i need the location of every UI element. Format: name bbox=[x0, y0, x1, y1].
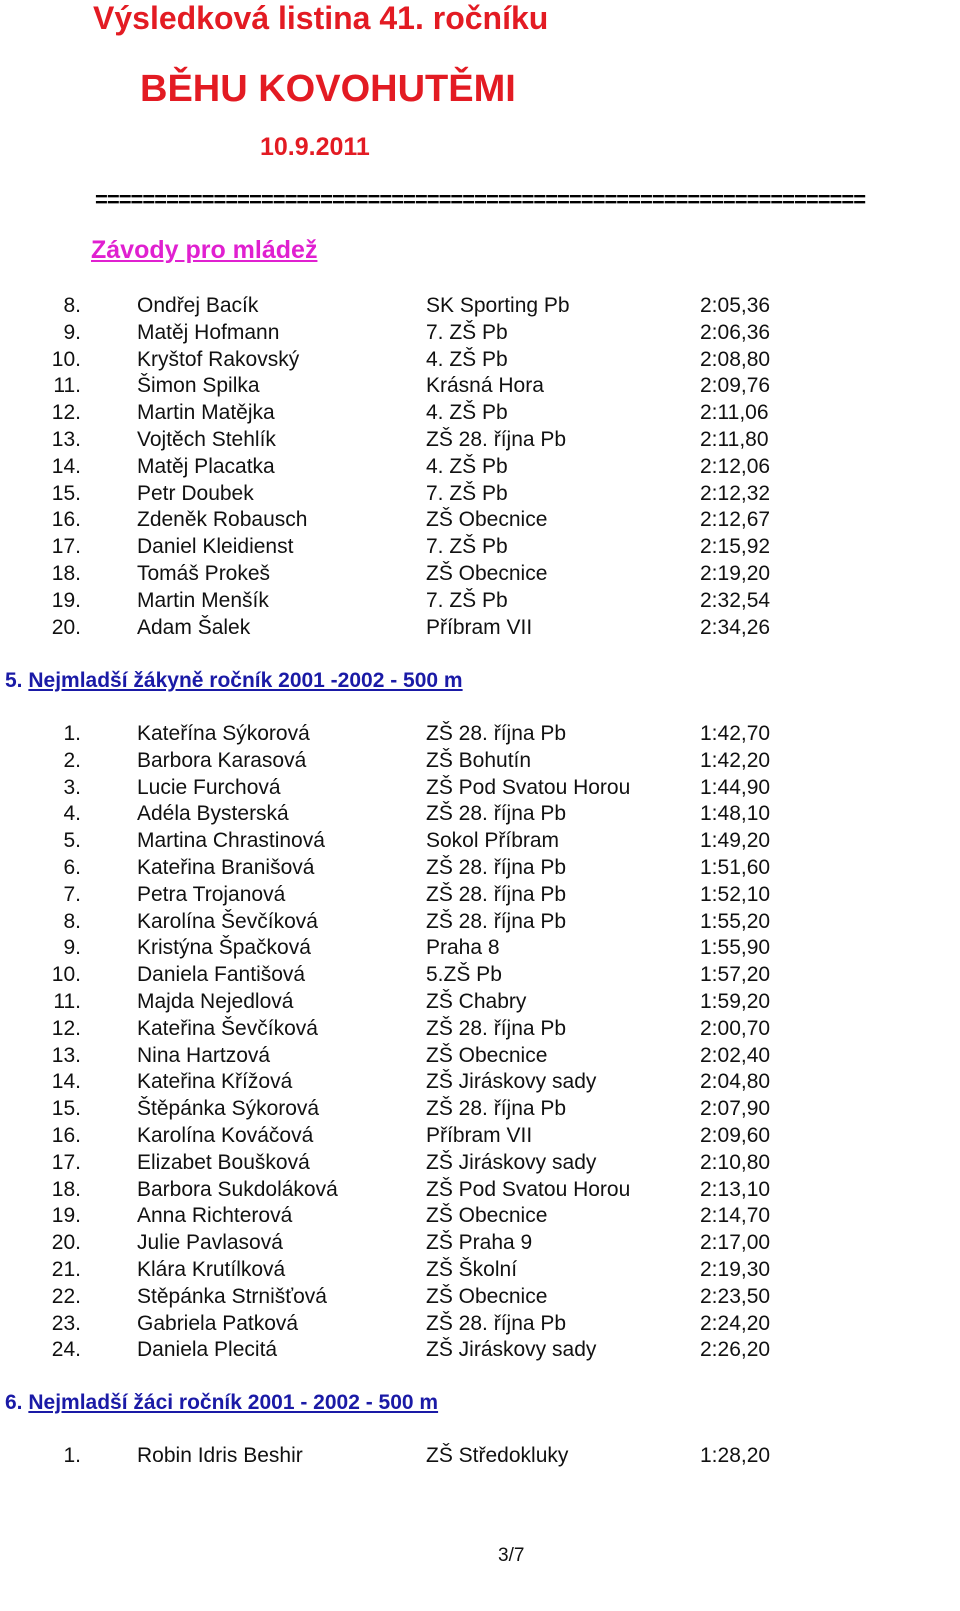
club-name: ZŠ 28. října Pb bbox=[426, 722, 567, 745]
athlete-name: Lucie Furchová bbox=[137, 775, 281, 799]
athlete-name: Stěpánka Strnišťová bbox=[137, 1284, 327, 1308]
club-name: ZŠ 28. října Pb bbox=[426, 856, 567, 879]
result-rank: 15. bbox=[51, 481, 81, 505]
finish-time: 2:05,36 bbox=[700, 294, 771, 317]
result-rank: 14. bbox=[51, 454, 81, 478]
result-row bbox=[0, 963, 960, 990]
athlete-name: Kateřina Branišová bbox=[137, 856, 315, 879]
finish-time: 2:02,40 bbox=[700, 1043, 771, 1067]
result-rank: 1. bbox=[63, 722, 81, 745]
result-rank: 10. bbox=[51, 347, 81, 371]
finish-time: 1:52,10 bbox=[700, 882, 771, 906]
result-row bbox=[0, 1044, 960, 1071]
result-rank: 20. bbox=[51, 615, 81, 639]
result-row bbox=[0, 829, 960, 856]
result-rank: 9. bbox=[63, 936, 81, 960]
club-name: 4. ZŠ Pb bbox=[426, 401, 508, 425]
club-name: Příbram VII bbox=[426, 1124, 533, 1147]
result-rank: 12. bbox=[51, 401, 81, 425]
result-row bbox=[0, 910, 960, 937]
result-row bbox=[0, 1338, 960, 1365]
athlete-name: Matěj Placatka bbox=[137, 454, 275, 478]
result-row bbox=[0, 883, 960, 910]
result-rank: 12. bbox=[51, 1016, 81, 1040]
finish-time: 2:26,20 bbox=[700, 1338, 771, 1362]
club-name: 4. ZŠ Pb bbox=[426, 347, 508, 371]
result-row bbox=[0, 482, 960, 509]
result-row bbox=[0, 1258, 960, 1285]
result-row bbox=[0, 1285, 960, 1312]
athlete-name: Julie Pavlasová bbox=[137, 1231, 283, 1255]
result-rank: 14. bbox=[51, 1070, 81, 1094]
athlete-name: Martin Matějka bbox=[137, 401, 275, 425]
club-name: ZŠ 28. října Pb bbox=[426, 802, 567, 826]
result-row bbox=[0, 936, 960, 963]
result-rank: 20. bbox=[51, 1231, 81, 1255]
finish-time: 2:32,54 bbox=[700, 588, 771, 612]
result-row bbox=[0, 321, 960, 348]
club-name: ZŠ Jiráskovy sady bbox=[426, 1070, 597, 1094]
athlete-name: Kryštof Rakovský bbox=[137, 347, 300, 371]
result-rank: 16. bbox=[51, 508, 81, 532]
club-name: 7. ZŠ Pb bbox=[426, 588, 508, 612]
finish-time: 2:23,50 bbox=[700, 1284, 771, 1308]
finish-time: 2:17,00 bbox=[700, 1231, 771, 1255]
result-row bbox=[0, 508, 960, 535]
result-rank: 15. bbox=[51, 1097, 81, 1121]
finish-time: 2:12,32 bbox=[700, 481, 771, 505]
club-name: 7. ZŠ Pb bbox=[426, 535, 508, 559]
result-row bbox=[0, 535, 960, 562]
result-rank: 11. bbox=[53, 374, 81, 398]
finish-time: 2:04,80 bbox=[700, 1070, 771, 1094]
club-name: ZŠ Středokluky bbox=[426, 1444, 569, 1467]
finish-time: 2:08,80 bbox=[700, 347, 771, 371]
result-row bbox=[0, 1070, 960, 1097]
club-name: ZŠ 28. října Pb bbox=[426, 909, 567, 933]
finish-time: 1:42,20 bbox=[700, 748, 771, 772]
result-rank: 18. bbox=[51, 562, 81, 585]
finish-time: 1:51,60 bbox=[700, 856, 771, 879]
finish-time: 2:13,10 bbox=[700, 1177, 771, 1201]
result-row bbox=[0, 562, 960, 589]
finish-time: 2:00,70 bbox=[700, 1016, 771, 1040]
result-rank: 19. bbox=[51, 588, 81, 612]
title-line-2: BĚHU KOVOHUTĚMI bbox=[140, 68, 516, 110]
club-name: ZŠ 28. října Pb bbox=[426, 1016, 567, 1040]
athlete-name: Nina Hartzová bbox=[137, 1043, 271, 1067]
finish-time: 2:07,90 bbox=[700, 1097, 771, 1121]
finish-time: 1:28,20 bbox=[700, 1444, 771, 1467]
finish-time: 1:57,20 bbox=[700, 963, 771, 987]
result-row bbox=[0, 428, 960, 455]
club-name: ZŠ Pod Svatou Horou bbox=[426, 775, 631, 799]
result-rank: 10. bbox=[51, 963, 81, 987]
finish-time: 2:06,36 bbox=[700, 320, 771, 344]
club-name: 5.ZŠ Pb bbox=[426, 963, 502, 987]
club-name: ZŠ Jiráskovy sady bbox=[426, 1338, 597, 1362]
club-name: ZŠ Chabry bbox=[426, 990, 527, 1013]
club-name: ZŠ 28. října Pb bbox=[426, 1311, 567, 1335]
club-name: ZŠ Obecnice bbox=[426, 508, 548, 532]
result-rank: 7. bbox=[63, 882, 81, 906]
result-row bbox=[0, 294, 960, 321]
athlete-name: Elizabet Boušková bbox=[137, 1150, 310, 1174]
club-name: 7. ZŠ Pb bbox=[426, 481, 508, 505]
finish-time: 2:15,92 bbox=[700, 535, 771, 559]
athlete-name: Klára Krutílková bbox=[137, 1258, 286, 1281]
result-rank: 13. bbox=[51, 428, 81, 451]
club-name: ZŠ Bohutín bbox=[426, 748, 532, 772]
club-name: SK Sporting Pb bbox=[426, 294, 570, 317]
result-row bbox=[0, 776, 960, 803]
finish-time: 1:55,20 bbox=[700, 909, 771, 933]
result-row bbox=[0, 722, 960, 749]
page-number: 3/7 bbox=[498, 1545, 525, 1566]
club-name: Sokol Příbram bbox=[426, 829, 560, 853]
club-name: Krásná Hora bbox=[426, 374, 544, 398]
club-name: ZŠ Obecnice bbox=[426, 562, 548, 585]
club-name: ZŠ 28. října Pb bbox=[426, 882, 567, 906]
athlete-name: Ondřej Bacík bbox=[137, 294, 259, 317]
category-number: 6. bbox=[5, 1391, 23, 1414]
club-name: ZŠ Praha 9 bbox=[426, 1231, 533, 1255]
result-row bbox=[0, 374, 960, 401]
result-rank: 11. bbox=[53, 990, 81, 1013]
athlete-name: Daniela Fantišová bbox=[137, 963, 306, 987]
result-rank: 17. bbox=[51, 535, 81, 559]
result-rank: 1. bbox=[63, 1444, 81, 1467]
athlete-name: Adam Šalek bbox=[137, 615, 251, 639]
result-rank: 3. bbox=[63, 775, 81, 799]
athlete-name: Adéla Bysterská bbox=[137, 802, 289, 826]
result-rank: 21. bbox=[51, 1258, 81, 1281]
athlete-name: Barbora Sukdoláková bbox=[137, 1177, 338, 1201]
result-row bbox=[0, 1444, 960, 1471]
category-heading-5 bbox=[5, 669, 463, 693]
result-rank: 18. bbox=[51, 1177, 81, 1201]
finish-time: 1:49,20 bbox=[700, 829, 771, 853]
category-title: Nejmladší žákyně ročník 2001 -2002 - 500 m bbox=[28, 669, 463, 692]
result-rank: 2. bbox=[63, 748, 81, 772]
result-rank: 23. bbox=[51, 1311, 81, 1335]
athlete-name: Daniel Kleidienst bbox=[137, 535, 294, 559]
finish-time: 1:55,90 bbox=[700, 936, 771, 960]
result-rank: 6. bbox=[63, 856, 81, 879]
athlete-name: Kateřina Křížová bbox=[137, 1070, 293, 1094]
result-row bbox=[0, 616, 960, 643]
result-rank: 9. bbox=[63, 320, 81, 344]
club-name: Příbram VII bbox=[426, 615, 533, 639]
title-line-1: Výsledková listina 41. ročníku bbox=[93, 0, 549, 36]
finish-time: 2:09,60 bbox=[700, 1124, 771, 1147]
club-name: ZŠ 28. října Pb bbox=[426, 428, 567, 451]
athlete-name: Barbora Karasová bbox=[137, 748, 307, 772]
youth-heading: Závody pro mládež bbox=[91, 236, 318, 264]
finish-time: 2:12,06 bbox=[700, 454, 771, 478]
finish-time: 1:59,20 bbox=[700, 990, 771, 1013]
athlete-name: Kristýna Špačková bbox=[137, 936, 311, 960]
separator-line: ================================================================= bbox=[95, 187, 866, 212]
result-rank: 24. bbox=[51, 1338, 81, 1362]
club-name: ZŠ Obecnice bbox=[426, 1043, 548, 1067]
finish-time: 2:34,26 bbox=[700, 615, 771, 639]
athlete-name: Daniela Plecitá bbox=[137, 1338, 278, 1362]
result-rank: 8. bbox=[63, 909, 81, 933]
result-rank: 22. bbox=[51, 1284, 81, 1308]
result-row bbox=[0, 990, 960, 1017]
category-number: 5. bbox=[5, 669, 23, 692]
athlete-name: Karolína Ševčíková bbox=[137, 909, 318, 933]
athlete-name: Karolína Kováčová bbox=[137, 1124, 314, 1147]
result-row bbox=[0, 1151, 960, 1178]
club-name: ZŠ Obecnice bbox=[426, 1204, 548, 1228]
club-name: Praha 8 bbox=[426, 936, 500, 960]
athlete-name: Matěj Hofmann bbox=[137, 320, 280, 344]
finish-time: 1:48,10 bbox=[700, 802, 771, 826]
club-name: ZŠ 28. října Pb bbox=[426, 1097, 567, 1121]
category-heading-6 bbox=[5, 1391, 438, 1415]
result-row bbox=[0, 856, 960, 883]
result-row bbox=[0, 348, 960, 375]
athlete-name: Majda Nejedlová bbox=[137, 990, 294, 1013]
athlete-name: Martina Chrastinová bbox=[137, 829, 325, 853]
finish-time: 1:44,90 bbox=[700, 775, 771, 799]
result-row bbox=[0, 1312, 960, 1339]
finish-time: 2:24,20 bbox=[700, 1311, 771, 1335]
athlete-name: Kateřína Sýkorová bbox=[137, 722, 310, 745]
category-title: Nejmladší žáci ročník 2001 - 2002 - 500 m bbox=[28, 1391, 439, 1414]
finish-time: 2:19,30 bbox=[700, 1258, 771, 1281]
finish-time: 2:14,70 bbox=[700, 1204, 771, 1228]
athlete-name: Vojtěch Stehlík bbox=[137, 428, 276, 451]
race-date: 10.9.2011 bbox=[260, 133, 370, 161]
result-rank: 5. bbox=[63, 829, 81, 853]
athlete-name: Petr Doubek bbox=[137, 481, 254, 505]
athlete-name: Robin Idris Beshir bbox=[137, 1444, 303, 1467]
result-row bbox=[0, 1017, 960, 1044]
result-row bbox=[0, 1097, 960, 1124]
result-row bbox=[0, 802, 960, 829]
athlete-name: Štěpánka Sýkorová bbox=[137, 1097, 320, 1121]
finish-time: 2:19,20 bbox=[700, 562, 771, 585]
club-name: ZŠ Školní bbox=[426, 1258, 518, 1281]
club-name: ZŠ Jiráskovy sady bbox=[426, 1150, 597, 1174]
result-row bbox=[0, 1231, 960, 1258]
athlete-name: Šimon Spilka bbox=[137, 374, 260, 398]
result-rank: 16. bbox=[51, 1124, 81, 1147]
finish-time: 2:11,06 bbox=[700, 401, 769, 425]
result-rank: 4. bbox=[63, 802, 81, 826]
finish-time: 1:42,70 bbox=[700, 722, 771, 745]
finish-time: 2:10,80 bbox=[700, 1150, 771, 1174]
club-name: ZŠ Obecnice bbox=[426, 1284, 548, 1308]
result-row bbox=[0, 1204, 960, 1231]
athlete-name: Gabriela Patková bbox=[137, 1311, 299, 1335]
club-name: 4. ZŠ Pb bbox=[426, 454, 508, 478]
athlete-name: Petra Trojanová bbox=[137, 882, 286, 906]
finish-time: 2:09,76 bbox=[700, 374, 771, 398]
result-rank: 13. bbox=[51, 1043, 81, 1067]
club-name: ZŠ Pod Svatou Horou bbox=[426, 1177, 631, 1201]
finish-time: 2:12,67 bbox=[700, 508, 771, 532]
result-rank: 8. bbox=[63, 294, 81, 317]
result-row bbox=[0, 1178, 960, 1205]
athlete-name: Martin Menšík bbox=[137, 588, 269, 612]
athlete-name: Tomáš Prokeš bbox=[137, 562, 271, 585]
result-row bbox=[0, 589, 960, 616]
club-name: 7. ZŠ Pb bbox=[426, 320, 508, 344]
result-rank: 19. bbox=[51, 1204, 81, 1228]
athlete-name: Zdeněk Robausch bbox=[137, 508, 308, 532]
finish-time: 2:11,80 bbox=[700, 428, 769, 451]
result-rank: 17. bbox=[51, 1150, 81, 1174]
result-row bbox=[0, 401, 960, 428]
result-row bbox=[0, 1124, 960, 1151]
athlete-name: Kateřina Ševčíková bbox=[137, 1016, 318, 1040]
result-row bbox=[0, 749, 960, 776]
result-row bbox=[0, 455, 960, 482]
athlete-name: Anna Richterová bbox=[137, 1204, 293, 1228]
